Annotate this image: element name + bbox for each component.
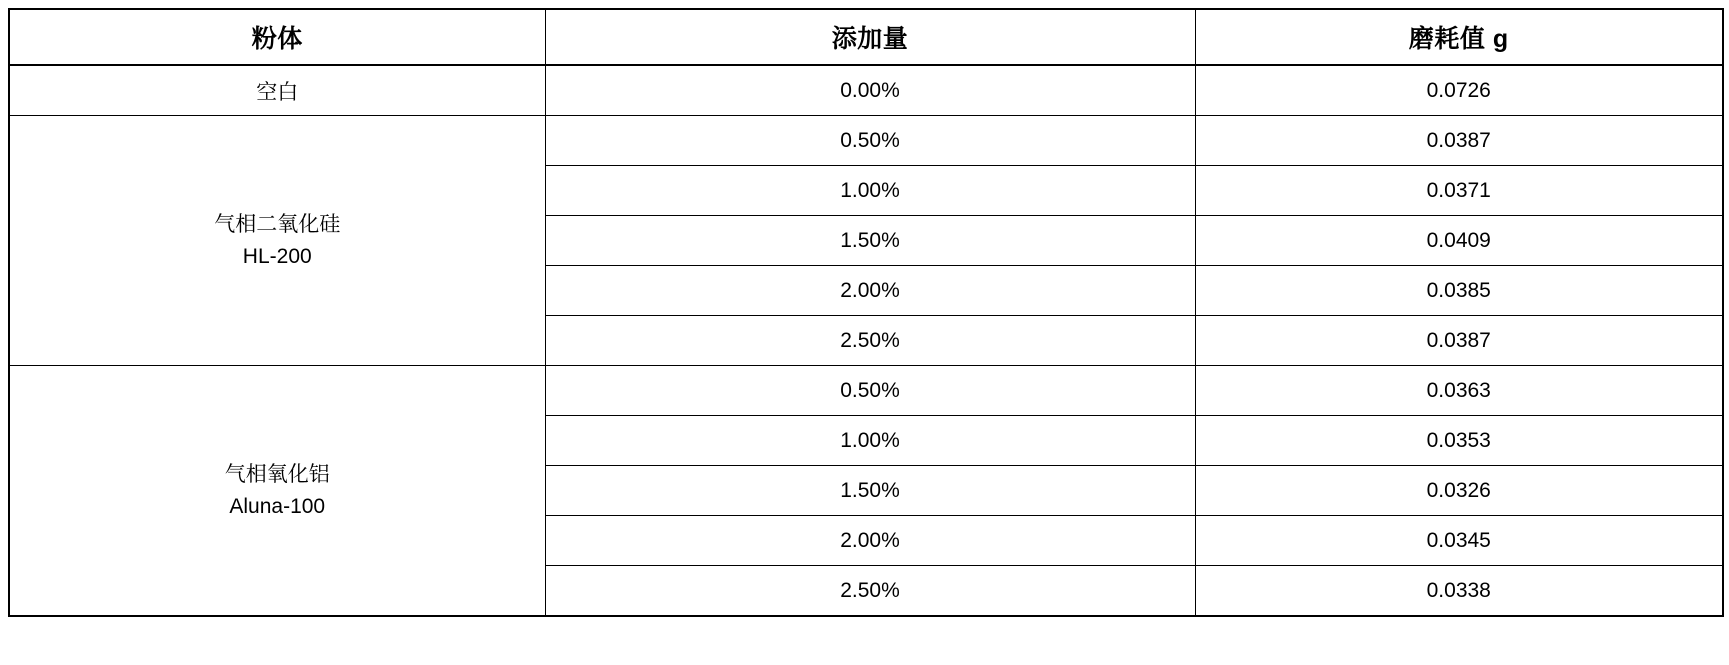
group-cell-fumed-alumina [9, 366, 545, 617]
value-cell: 0.0387 [1195, 116, 1723, 166]
amount-cell: 2.00% [545, 516, 1195, 566]
column-header-powder: 粉体 [9, 9, 545, 65]
value-cell: 0.0363 [1195, 366, 1723, 416]
group-cell-blank: 空白 [9, 65, 545, 116]
amount-cell: 1.50% [545, 216, 1195, 266]
group-label-line2: Aluna-100 [229, 494, 326, 518]
amount-cell: 1.00% [545, 166, 1195, 216]
group-cell-fumed-silica [9, 116, 545, 366]
value-cell: 0.0371 [1195, 166, 1723, 216]
amount-cell: 0.00% [545, 65, 1195, 116]
value-cell: 0.0385 [1195, 266, 1723, 316]
value-cell: 0.0345 [1195, 516, 1723, 566]
amount-cell: 2.00% [545, 266, 1195, 316]
value-cell: 0.0338 [1195, 566, 1723, 617]
value-cell: 0.0726 [1195, 65, 1723, 116]
amount-cell: 0.50% [545, 366, 1195, 416]
group-label-line1: 气相二氧化硅 [214, 213, 341, 236]
amount-cell: 0.50% [545, 116, 1195, 166]
amount-cell: 1.50% [545, 466, 1195, 516]
amount-cell: 1.00% [545, 416, 1195, 466]
column-header-abrasion: 磨耗值 g [1195, 9, 1723, 65]
table-row [9, 116, 1723, 166]
table-row [9, 65, 1723, 116]
amount-cell: 2.50% [545, 566, 1195, 617]
value-cell: 0.0409 [1195, 216, 1723, 266]
value-cell: 0.0326 [1195, 466, 1723, 516]
column-header-addition: 添加量 [545, 9, 1195, 65]
group-label-line1: 气相氧化铝 [224, 463, 330, 486]
table-row [9, 366, 1723, 416]
value-cell: 0.0353 [1195, 416, 1723, 466]
group-label-line2: HL-200 [242, 244, 312, 268]
table-header-row [9, 9, 1723, 65]
amount-cell: 2.50% [545, 316, 1195, 366]
value-cell: 0.0387 [1195, 316, 1723, 366]
abrasion-data-table [8, 8, 1724, 617]
